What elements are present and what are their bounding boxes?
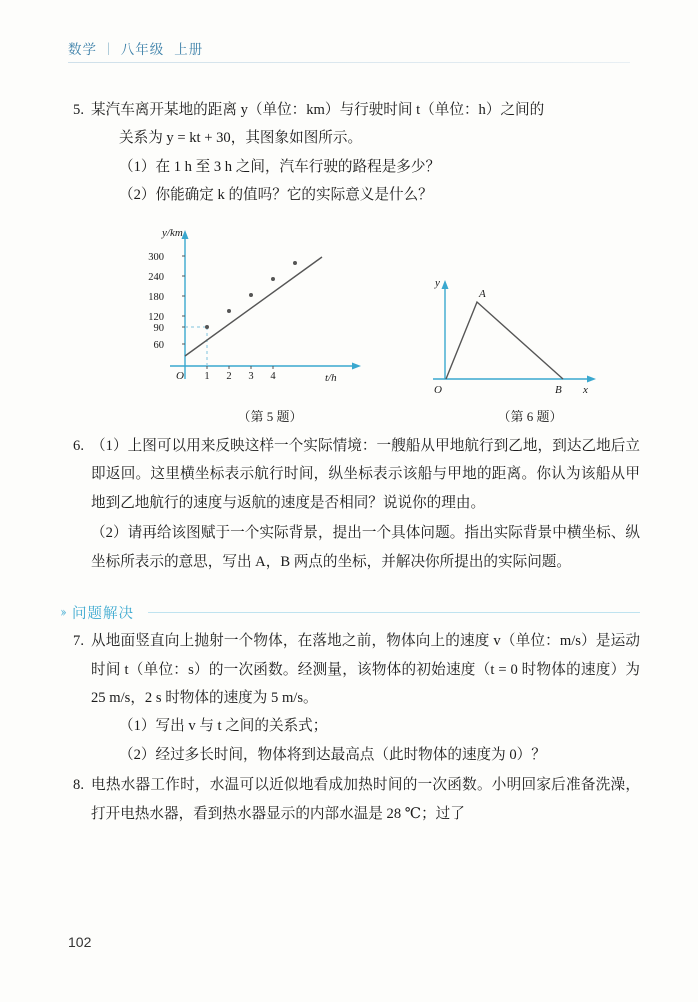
problem-6 — [60, 432, 640, 576]
figure-5-caption: （第 5 题） — [237, 408, 303, 424]
runhead-separator: | — [107, 40, 111, 55]
problem-7-sub-2: （2）经过多长时间，物体将到达最高点（此时物体的速度为 0）？ — [119, 746, 546, 763]
problem-5 — [60, 96, 640, 210]
svg-text:B: B — [555, 383, 562, 396]
figure-5-svg — [140, 224, 400, 399]
svg-text:t/h: t/h — [325, 371, 337, 384]
problem-5-number: 5. — [73, 102, 84, 118]
svg-text:60: 60 — [153, 339, 164, 351]
problem-8 — [60, 771, 640, 828]
running-head — [68, 38, 203, 58]
problem-5-stem — [91, 96, 640, 210]
problem-8-number: 8. — [73, 777, 84, 794]
runhead-volume: 上册 — [174, 42, 204, 57]
chevron-right-icon: ›› — [60, 604, 64, 621]
section-heading — [60, 602, 640, 623]
section-title: 问题解决 — [72, 606, 134, 623]
svg-text:x: x — [583, 383, 588, 396]
svg-text:y: y — [435, 276, 440, 289]
svg-text:O: O — [434, 383, 442, 396]
svg-text:300: 300 — [148, 251, 164, 263]
problem-7-sub-1: （1）写出 v 与 t 之间的关系式； — [119, 718, 328, 735]
figure-6-svg — [415, 274, 625, 399]
svg-text:3: 3 — [248, 370, 254, 382]
problem-8-stem: 电热水器工作时，水温可以近似地看成加热时间的一次函数。小明回家后准备洗澡，打开电热水器，看到热水器显示的内部水温是 28 ℃；过了 — [91, 777, 640, 822]
problem-5-stem-line1: 某汽车离开某地的距离 y（单位：km）与行驶时间 t（单位：h）之间的 — [91, 102, 545, 118]
figure-problem-6 — [415, 274, 645, 425]
svg-text:240: 240 — [148, 271, 164, 283]
problem-6-sub-1: （1）上图可以用来反映这样一个实际情境：一艘船从甲地航行到乙地，到达乙地后立即返回。这里横坐标表示航行时间，纵坐标表示该船与甲地的距离。你认为该船从甲地到乙地航行的速度与返航的速度是否相同？说说你的理由。 — [91, 437, 640, 511]
problem-5-sub-2: （2）你能确定 k 的值吗？它的实际意义是什么？ — [119, 187, 433, 204]
problem-7-body — [91, 627, 640, 769]
runhead-grade: 八年级 — [120, 42, 165, 57]
problem-5-stem-line2: 关系为 y = kt + 30，其图象如图所示。 — [119, 130, 363, 147]
svg-text:90: 90 — [153, 322, 164, 334]
svg-text:O: O — [176, 369, 184, 382]
header-divider — [68, 62, 630, 63]
figures-row — [60, 224, 640, 424]
svg-text:4: 4 — [270, 370, 276, 382]
page-content — [60, 96, 640, 830]
svg-text:2: 2 — [226, 370, 232, 382]
problem-6-sub-2: （2）请再给该图赋于一个实际背景，提出一个具体问题。指出实际背景中横坐标、纵坐标所表示的意思，写出 A，B 两点的坐标，并解决你所提出的实际问题。 — [91, 525, 640, 570]
svg-text:120: 120 — [148, 311, 164, 323]
problem-7-number: 7. — [73, 633, 84, 650]
section-divider — [148, 612, 640, 613]
problem-7 — [60, 627, 640, 769]
runhead-subject: 数学 — [68, 42, 97, 57]
page-number: 102 — [68, 934, 92, 950]
svg-text:A: A — [479, 287, 486, 300]
svg-text:1: 1 — [204, 370, 210, 382]
svg-text:180: 180 — [148, 291, 164, 303]
problem-7-stem: 从地面竖直向上抛射一个物体，在落地之前，物体向上的速度 v（单位：m/s）是运动时间 t（单位：s）的一次函数。经测量，该物体的初始速度（t = 0 时物体的速度）为 25 m/s，2 s 时物体的速度为 5 m/s。 — [91, 633, 640, 706]
problem-5-sub-1: （1）在 1 h 至 3 h 之间，汽车行驶的路程是多少？ — [119, 158, 441, 175]
problem-6-body — [91, 432, 640, 576]
svg-text:y/km: y/km — [162, 226, 183, 239]
problem-6-number: 6. — [73, 437, 84, 454]
figure-problem-5 — [140, 224, 400, 425]
figure-6-caption: （第 6 题） — [497, 408, 563, 424]
